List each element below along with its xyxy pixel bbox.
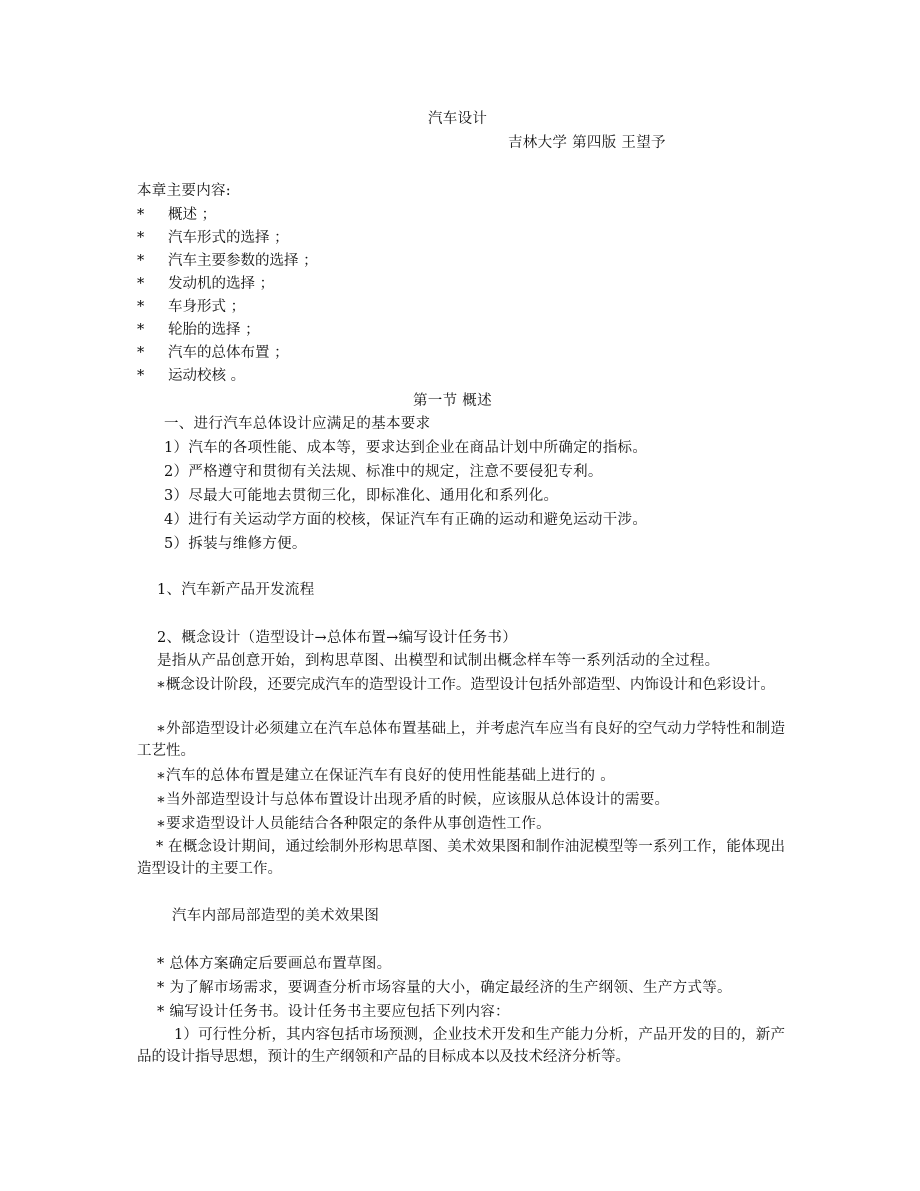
feasibility-paragraph: 1）可行性分析，其内容包括市场预测，企业技术开发和生产能力分析，产品开发的目的，新产品的设计指导思想，预计的生产纲领和产品的目标成本以及技术经济分析等。: [137, 1027, 785, 1065]
requirement-item: 4）进行有关运动学方面的校核，保证汽车有正确的运动和避免运动干涉。: [164, 512, 648, 528]
section-heading: 第一节 概述: [413, 393, 492, 409]
concept-definition: 是指从产品创意开始，到构思草图、出模型和试制出概念样车等一系列活动的全过程。: [157, 653, 720, 669]
concept-point: ∗要求造型设计人员能结合各种限定的条件从事创造性工作。: [156, 816, 551, 832]
task-point: * 编写设计任务书。设计任务书主要应包括下列内容：: [157, 1004, 510, 1020]
concept-point: ∗当外部造型设计与总体布置设计出现矛盾的时候，应该服从总体设计的需要。: [156, 792, 670, 808]
concept-point: ∗汽车的总体布置是建立在保证汽车有良好的使用性能基础上进行的 。: [156, 768, 616, 784]
bullet-marker: *: [137, 253, 145, 269]
requirement-item: 2）严格遵守和贯彻有关法规、标准中的规定，注意不要侵犯专利。: [164, 464, 603, 480]
contents-item: 运动校核 。: [168, 368, 246, 384]
bullet-marker: *: [137, 230, 145, 246]
bullet-marker: *: [137, 345, 145, 361]
dev-process-heading: 1、汽车新产品开发流程: [157, 582, 315, 598]
section-subheading: 一、进行汽车总体设计应满足的基本要求: [164, 416, 431, 432]
bullet-marker: *: [137, 276, 145, 292]
contents-item: 发动机的选择 ；: [168, 276, 275, 292]
requirement-item: 1）汽车的各项性能、成本等，要求达到企业在商品计划中所确定的指标。: [164, 440, 648, 456]
bullet-marker: *: [137, 322, 145, 338]
concept-point: * 在概念设计期间，通过绘制外形构思草图、美术效果图和制作油泥模型等一系列工作，能体现出造型设计的主要工作。: [137, 839, 785, 877]
contents-item: 汽车的总体布置 ；: [168, 345, 289, 361]
bullet-marker: *: [137, 299, 145, 315]
figure-caption: 汽车内部局部造型的美术效果图: [172, 908, 380, 924]
document-subtitle: 吉林大学 第四版 王望予: [508, 135, 666, 151]
concept-heading: 2、概念设计（造型设计→总体布置→编写设计任务书）: [157, 630, 518, 646]
bullet-marker: *: [137, 207, 145, 223]
task-point: * 总体方案确定后要画总布置草图。: [157, 956, 392, 972]
concept-point: ∗外部造型设计必须建立在汽车总体布置基础上，并考虑汽车应当有良好的空气动力学特性和制造工艺性。: [137, 721, 785, 759]
requirement-item: 3）尽最大可能地去贯彻三化，即标准化、通用化和系列化。: [164, 488, 559, 504]
contents-item: 轮胎的选择 ；: [168, 322, 260, 338]
bullet-marker: *: [137, 368, 145, 384]
contents-item: 汽车形式的选择 ；: [168, 230, 289, 246]
task-point: * 为了解市场需求，要调查分析市场容量的大小，确定最经济的生产纲领、生产方式等。: [157, 980, 732, 996]
contents-item: 车身形式 ；: [168, 299, 246, 315]
contents-item: 汽车主要参数的选择 ；: [168, 253, 318, 269]
contents-item: 概述 ；: [168, 207, 217, 223]
requirement-item: 5）拆装与维修方便。: [164, 536, 307, 552]
concept-point: ∗概念设计阶段，还要完成汽车的造型设计工作。造型设计包括外部造型、内饰设计和色彩设计。: [156, 677, 775, 693]
document-title: 汽车设计: [428, 111, 488, 127]
contents-heading: 本章主要内容:: [137, 183, 231, 199]
